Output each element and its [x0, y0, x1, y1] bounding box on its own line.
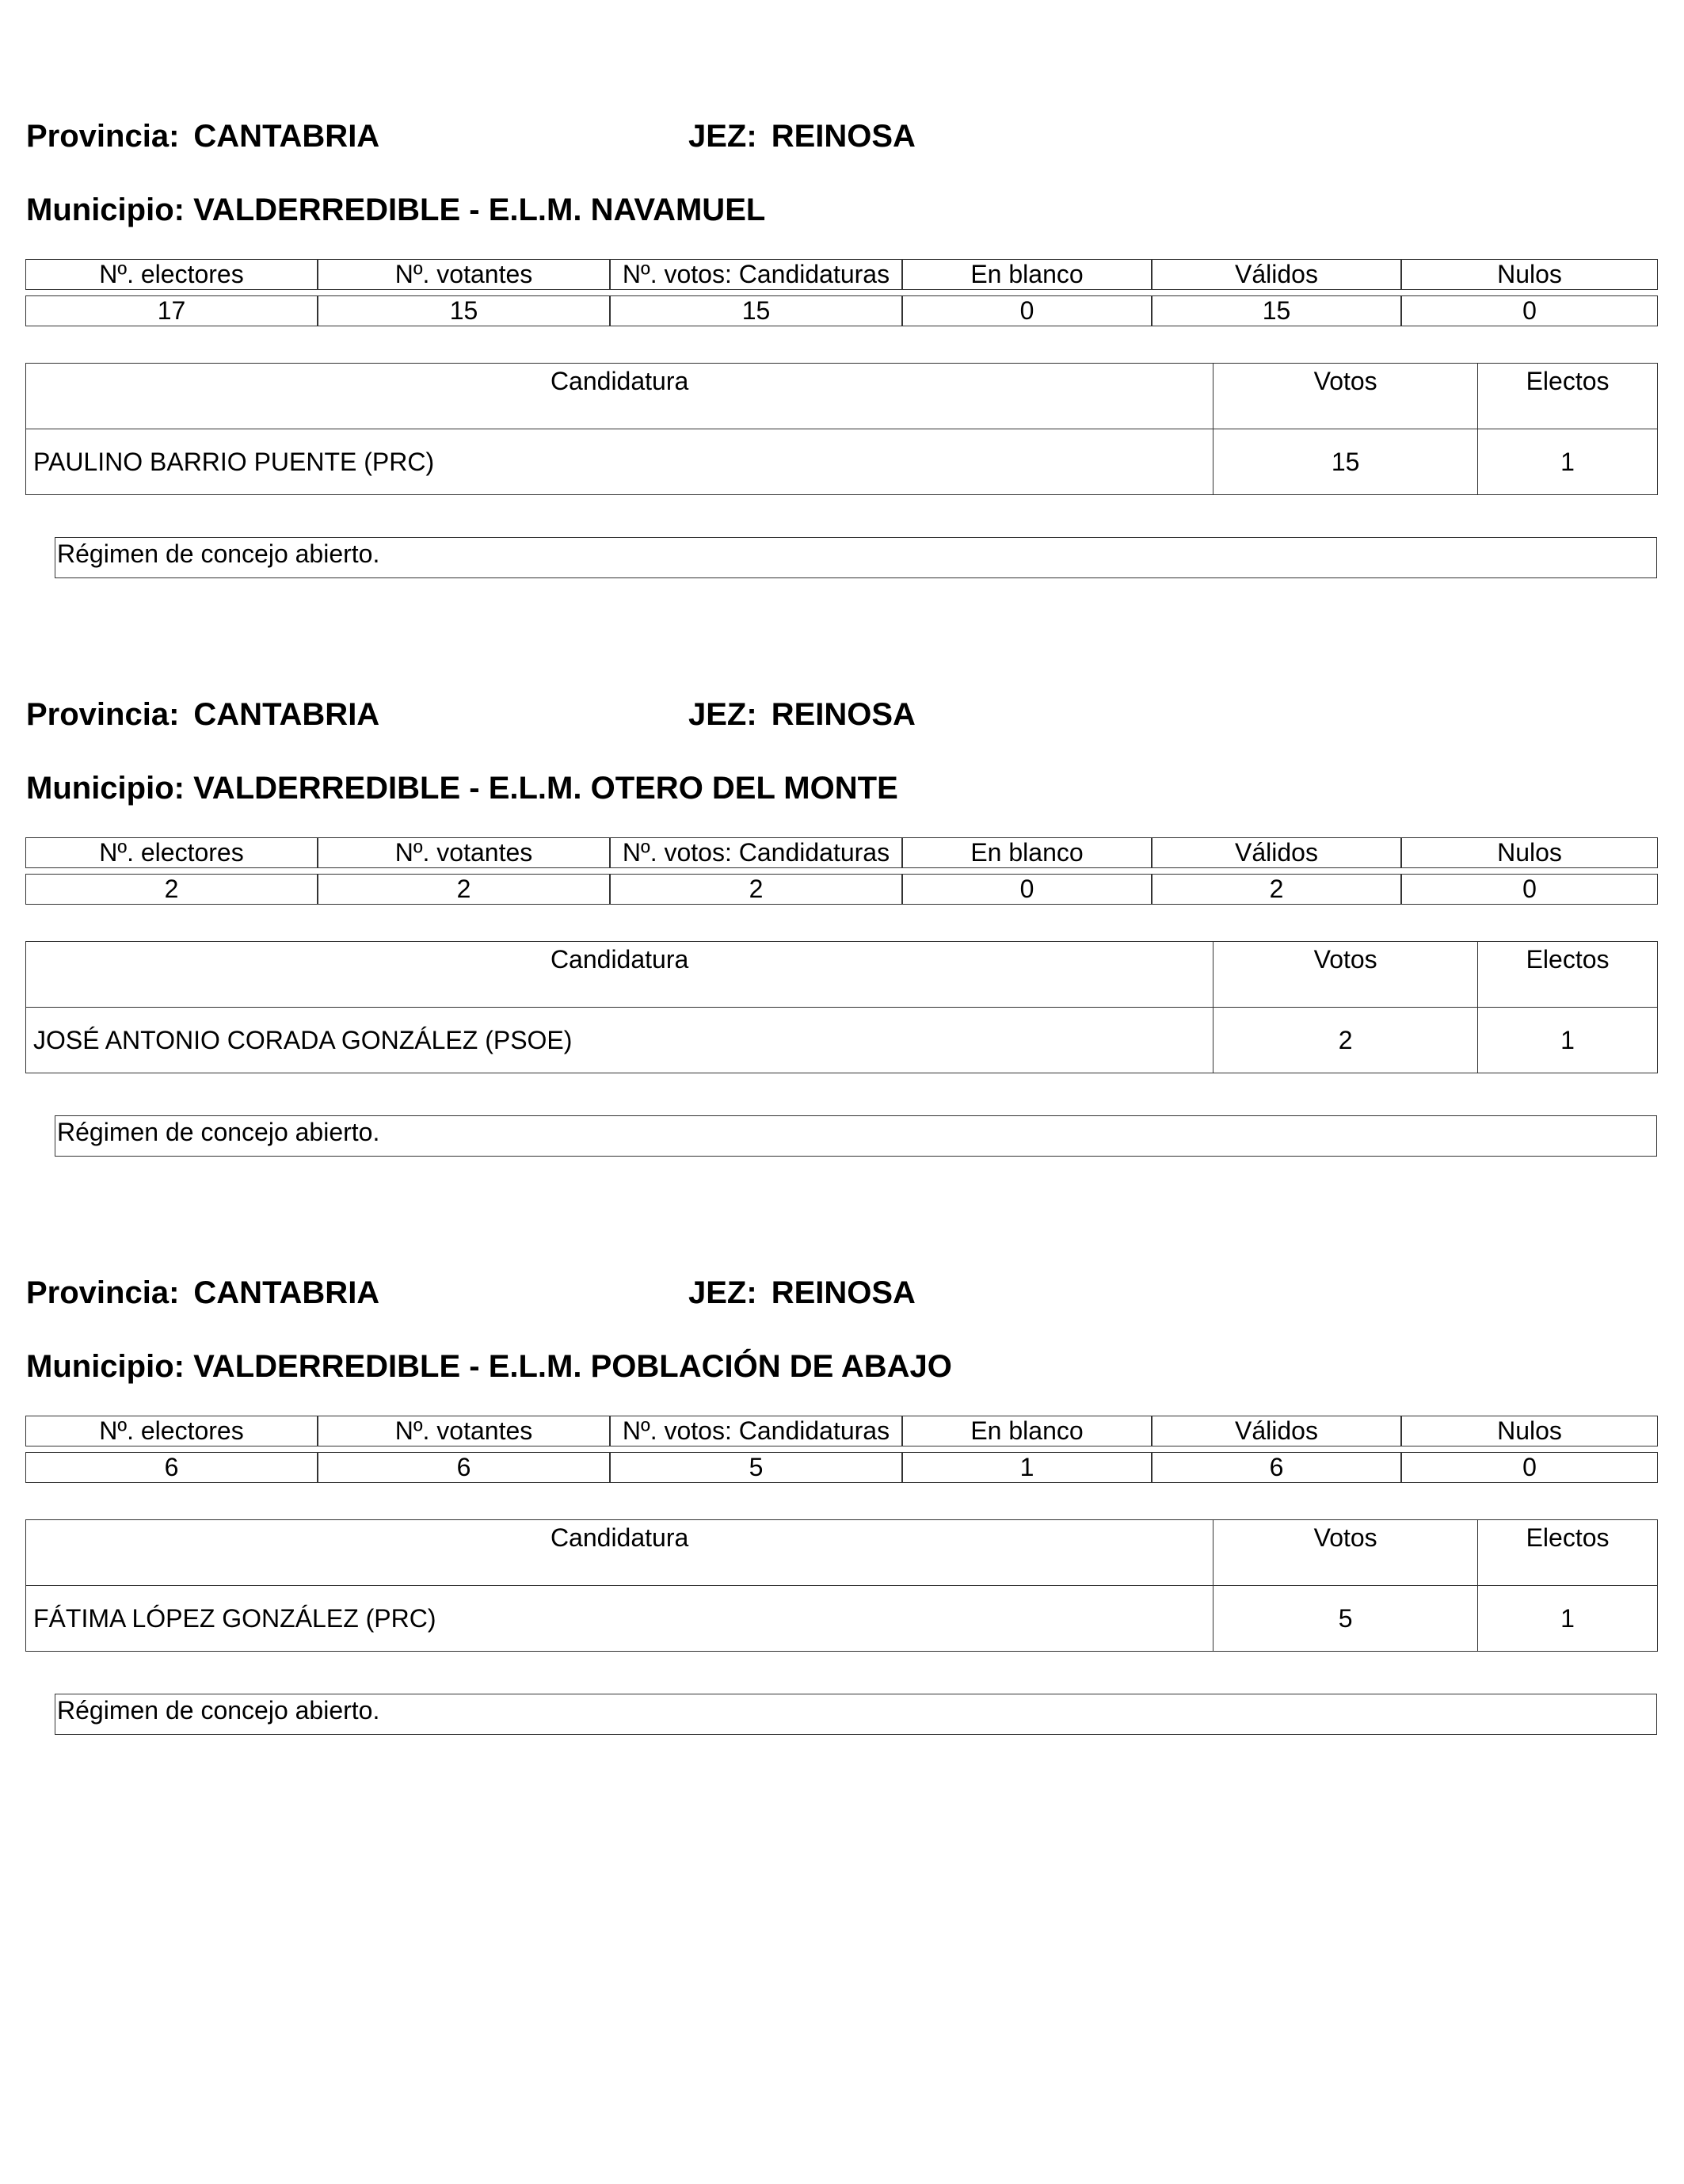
- stats-header: Válidos: [1152, 1416, 1401, 1446]
- candidates-table: [25, 1519, 1658, 1652]
- electos-header: Electos: [1478, 1520, 1658, 1586]
- jez-heading: [688, 699, 916, 730]
- candidate-name: FÁTIMA LÓPEZ GONZÁLEZ (PRC): [26, 1586, 1213, 1652]
- stats-header: Nulos: [1401, 1416, 1658, 1446]
- stats-header: En blanco: [902, 259, 1152, 290]
- stats-header: Nulos: [1401, 259, 1658, 290]
- stats-header: Nº. electores: [25, 837, 318, 868]
- votos-header: Votos: [1213, 942, 1478, 1008]
- stats-value: 0: [1401, 1452, 1658, 1483]
- stats-value: 0: [902, 295, 1152, 326]
- candidate-name: PAULINO BARRIO PUENTE (PRC): [26, 429, 1213, 495]
- jez-heading: [688, 120, 916, 152]
- candidate-votos: 5: [1213, 1586, 1478, 1652]
- municipio-label: Municipio:: [26, 192, 185, 227]
- stats-value: 15: [1152, 295, 1401, 326]
- stats-value: 6: [25, 1452, 318, 1483]
- municipio-heading: [26, 772, 898, 804]
- candidatura-header: Candidatura: [26, 364, 1213, 429]
- stats-table: [25, 1416, 1658, 1483]
- candidatura-header: Candidatura: [26, 1520, 1213, 1586]
- candidate-votos: 15: [1213, 429, 1478, 495]
- stats-table: [25, 837, 1658, 905]
- candidate-electos: 1: [1478, 1586, 1658, 1652]
- stats-header: Nº. votantes: [318, 837, 610, 868]
- jez-value: REINOSA: [771, 119, 916, 154]
- stats-value: 0: [1401, 874, 1658, 905]
- candidatura-header: Candidatura: [26, 942, 1213, 1008]
- regime-note: Régimen de concejo abierto.: [55, 537, 1657, 578]
- candidate-name: JOSÉ ANTONIO CORADA GONZÁLEZ (PSOE): [26, 1008, 1213, 1073]
- stats-value: 15: [318, 295, 610, 326]
- candidate-electos: 1: [1478, 1008, 1658, 1073]
- provincia-label: Provincia:: [26, 697, 180, 732]
- municipio-value: VALDERREDIBLE - E.L.M. OTERO DEL MONTE: [193, 771, 898, 806]
- stats-header: Válidos: [1152, 837, 1401, 868]
- municipality-block: [0, 0, 1684, 570]
- stats-value: 5: [610, 1452, 902, 1483]
- stats-value: 0: [1401, 295, 1658, 326]
- stats-value: 17: [25, 295, 318, 326]
- provincia-label: Provincia:: [26, 1275, 180, 1310]
- stats-header: Nº. votantes: [318, 1416, 610, 1446]
- regime-note: Régimen de concejo abierto.: [55, 1115, 1657, 1157]
- stats-header: Nº. votos: Candidaturas: [610, 259, 902, 290]
- stats-header: Nº. electores: [25, 259, 318, 290]
- jez-heading: [688, 1277, 916, 1309]
- municipio-heading: [26, 1351, 952, 1382]
- stats-value: 2: [25, 874, 318, 905]
- municipio-label: Municipio:: [26, 771, 185, 806]
- jez-label: JEZ:: [688, 1275, 757, 1310]
- stats-value: 2: [318, 874, 610, 905]
- stats-value: 0: [902, 874, 1152, 905]
- municipio-heading: [26, 194, 765, 226]
- votos-header: Votos: [1213, 1520, 1478, 1586]
- stats-header: Nº. votantes: [318, 259, 610, 290]
- votos-header: Votos: [1213, 364, 1478, 429]
- stats-value: 1: [902, 1452, 1152, 1483]
- jez-value: REINOSA: [771, 697, 916, 732]
- electos-header: Electos: [1478, 942, 1658, 1008]
- stats-header: En blanco: [902, 1416, 1152, 1446]
- provincia-heading: [26, 1277, 379, 1309]
- municipality-block: [0, 1157, 1684, 1727]
- stats-header: En blanco: [902, 837, 1152, 868]
- municipality-block: [0, 578, 1684, 1149]
- provincia-heading: [26, 120, 379, 152]
- provincia-value: CANTABRIA: [193, 697, 380, 732]
- stats-value: 6: [318, 1452, 610, 1483]
- candidates-table: [25, 363, 1658, 495]
- provincia-value: CANTABRIA: [193, 1275, 380, 1310]
- candidate-votos: 2: [1213, 1008, 1478, 1073]
- stats-value: 6: [1152, 1452, 1401, 1483]
- stats-header: Nulos: [1401, 837, 1658, 868]
- stats-header: Nº. votos: Candidaturas: [610, 837, 902, 868]
- provincia-heading: [26, 699, 379, 730]
- candidate-electos: 1: [1478, 429, 1658, 495]
- jez-label: JEZ:: [688, 119, 757, 154]
- jez-label: JEZ:: [688, 697, 757, 732]
- stats-header: Nº. votos: Candidaturas: [610, 1416, 902, 1446]
- electos-header: Electos: [1478, 364, 1658, 429]
- municipio-value: VALDERREDIBLE - E.L.M. POBLACIÓN DE ABAJO: [193, 1349, 952, 1384]
- stats-value: 2: [610, 874, 902, 905]
- jez-value: REINOSA: [771, 1275, 916, 1310]
- municipio-value: VALDERREDIBLE - E.L.M. NAVAMUEL: [193, 192, 766, 227]
- stats-table: [25, 259, 1658, 326]
- municipio-label: Municipio:: [26, 1349, 185, 1384]
- stats-value: 15: [610, 295, 902, 326]
- regime-note: Régimen de concejo abierto.: [55, 1694, 1657, 1735]
- stats-header: Válidos: [1152, 259, 1401, 290]
- stats-header: Nº. electores: [25, 1416, 318, 1446]
- candidates-table: [25, 941, 1658, 1073]
- provincia-value: CANTABRIA: [193, 119, 380, 154]
- stats-value: 2: [1152, 874, 1401, 905]
- provincia-label: Provincia:: [26, 119, 180, 154]
